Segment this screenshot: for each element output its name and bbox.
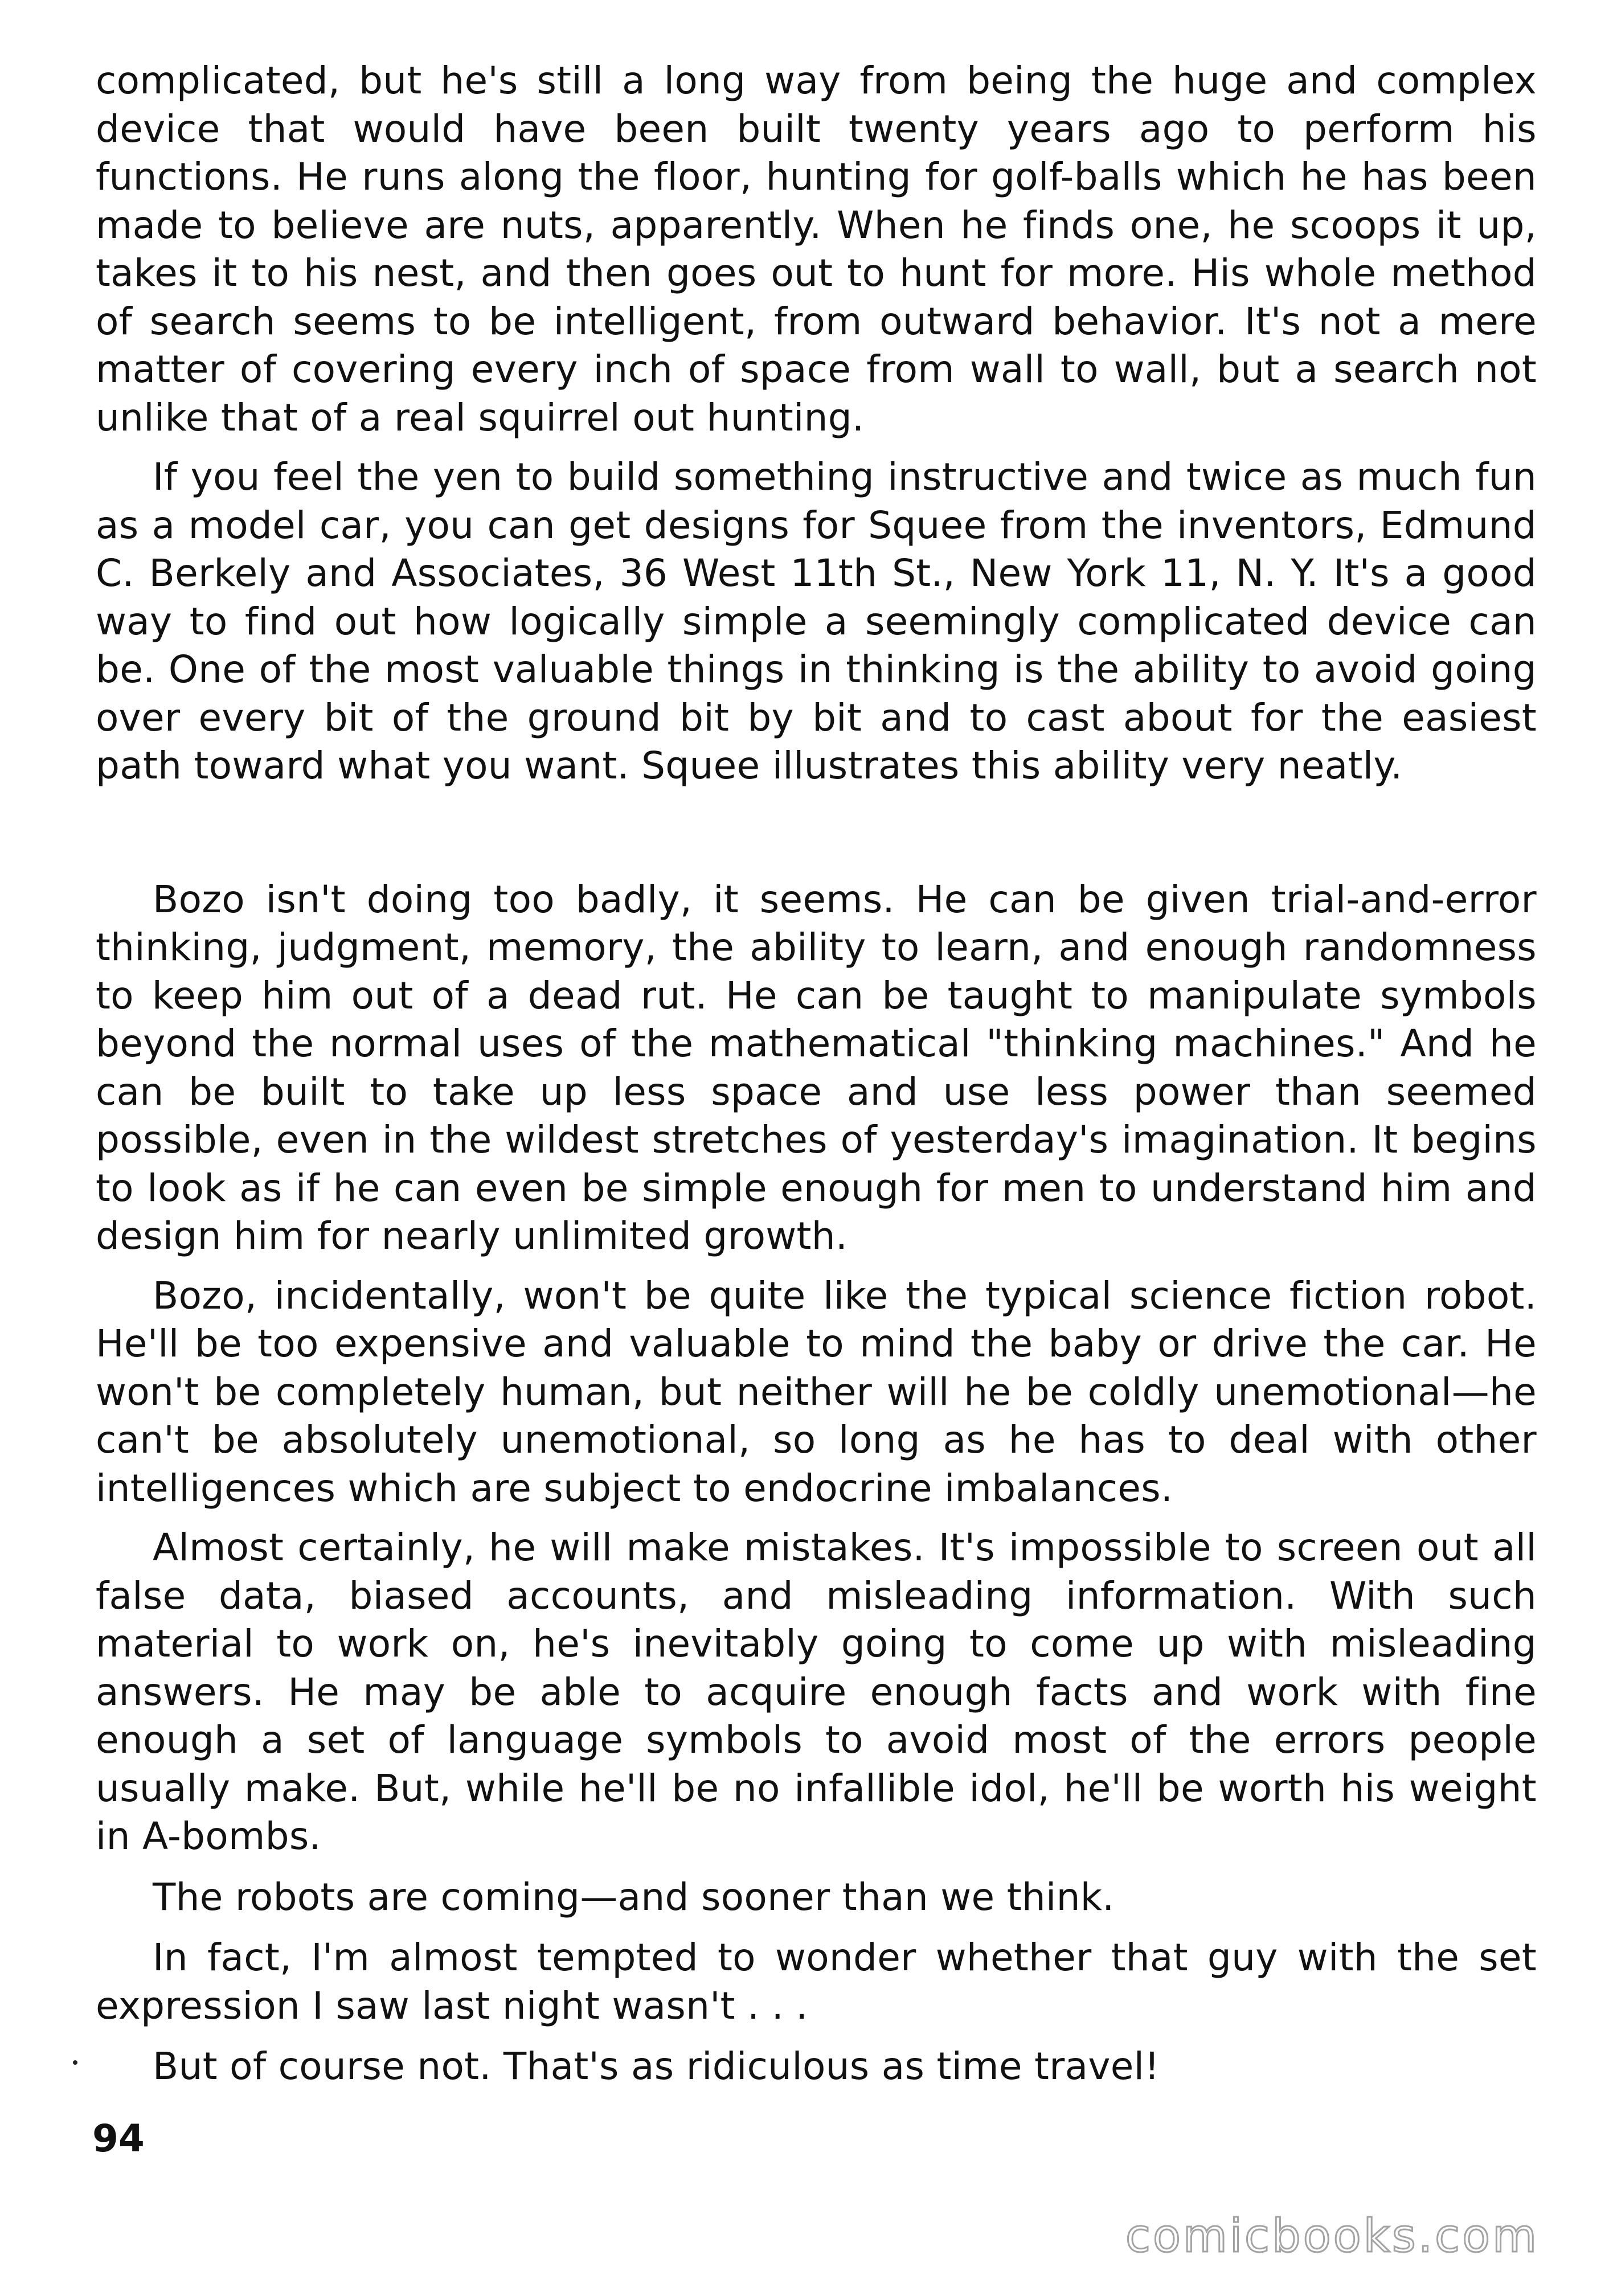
paragraph-5: Almost certainly, he will make mistakes. It's impossible to screen out all false data, biased accounts, and misleading information. With such material to work on, he's inevitably going to come up with misleading answers. He may be able to acquire enough facts and work with fine enough a set of language symbols to avoid most of the errors people usually make. But, while he'll be no infallible idol, he'll be worth his weight in A-bombs. [96,1526,1537,1858]
paragraph-1: complicated, but he's still a long way from being the huge and complex device that would have been built twenty years ago to perform his functions. He runs along the floor, hunting for golf-balls which he has been made to believe are nuts, apparently. When he finds one, he scoops it up, takes it to his nest, and then goes out to hunt for more. His whole method of search seems to be intelligent, from outward behavior. It's not a mere matter of covering every inch of space from wall to wall, but a search not unlike that of a real squirrel out hunting. [96,59,1537,440]
page-number: 94 [92,2117,145,2160]
paragraph-4: Bozo, incidentally, won't be quite like the typical science fiction robot. He'll be too expensive and valuable to mind the baby or drive the car. He won't be completely human, but neither will he be coldly unemotional—he can't be absolutely unemotional, so long as he has to deal with other intelligences which are subject to endocrine imbalances. [96,1273,1537,1510]
paragraph-3: Bozo isn't doing too badly, it seems. He can be given trial-and-error thinking, judgment, memory, the ability to learn, and enough randomness to keep him out of a dead rut. He can be taught to manipulate symbols beyond the normal uses of the mathematical "thinking machines." And he can be built to take up less space and use less power than seemed possible, even in the wildest stretches of yesterday's imagination. It begins to look as if he can even be simple enough for men to understand him and design him for nearly unlimited growth. [96,877,1537,1258]
print-speck [73,2060,77,2065]
paragraph-8: But of course not. That's as ridiculous as time travel! [153,2044,1160,2088]
paragraph-2: If you feel the yen to build something instructive and twice as much fun as a model car, you can get designs for Squee from the inventors, Edmund C. Berkely and Associates, 36 West 11th St., New York 11, N. Y. It's a good way to find out how logically simple a seemingly complicated device can be. One of the most valuable things in thinking is the ability to avoid going over every bit of the ground bit by bit and to cast about for the easiest path toward what you want. Squee illustrates this ability very neatly. [96,455,1537,788]
watermark-logo: comicbooks.com [1125,2209,1539,2262]
paragraph-7: In fact, I'm almost tempted to wonder whether that guy with the set expression I saw last night wasn't . . . [96,1936,1537,2028]
paragraph-6: The robots are coming—and sooner than we think. [153,1875,1115,1919]
body-text [96,57,1537,2091]
